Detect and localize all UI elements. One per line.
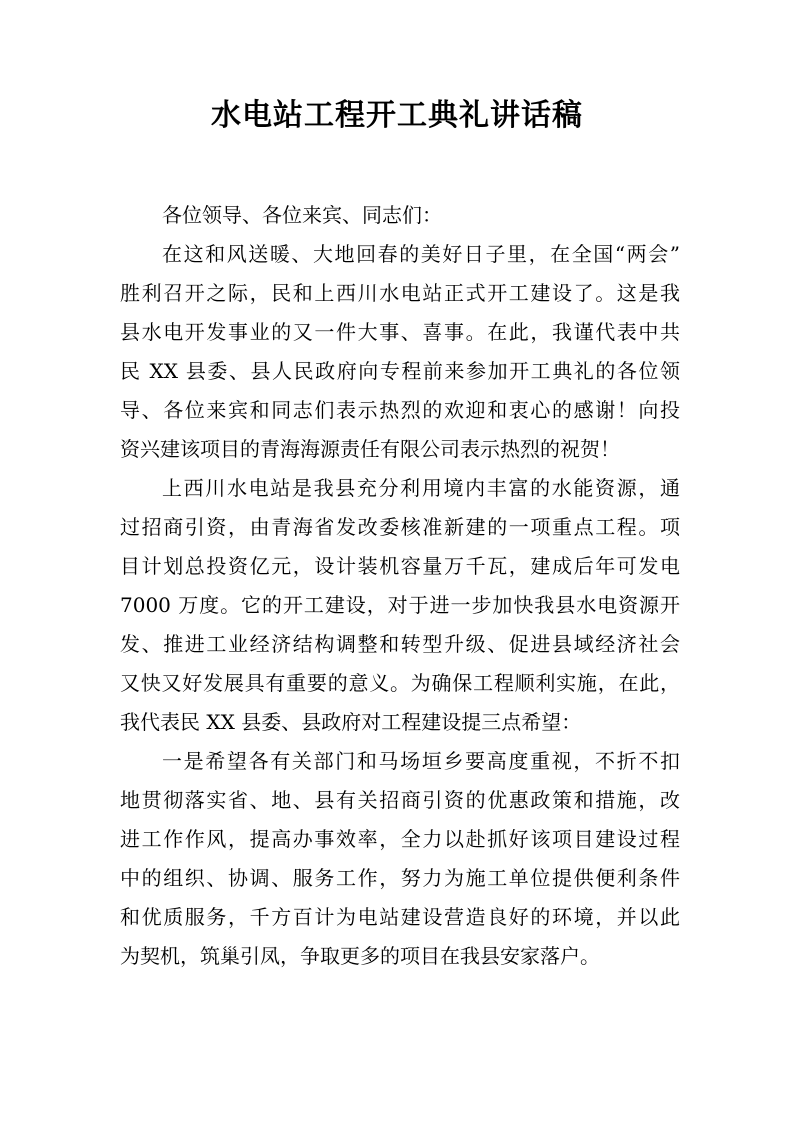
text-line: 进工作作风，提高办事效率，全力以赴抓好该项目建设过程 <box>120 827 680 851</box>
salutation-line: 各位领导、各位来宾、同志们： <box>162 203 442 227</box>
text-line: 和优质服务，千方百计为电站建设营造良好的环境，并以此 <box>120 905 680 929</box>
document-body <box>120 196 680 976</box>
text-line: 中的组织、协调、服务工作，努力为施工单位提供便利条件 <box>120 866 680 890</box>
text-line: 胜利召开之际，民和上西川水电站正式开工建设了。这是我 <box>120 281 680 305</box>
text-line: 导、各位来宾和同志们表示热烈的欢迎和衷心的感谢！向投 <box>120 398 680 422</box>
text-line: 我代表民 XX 县委、县政府对工程建设提三点希望： <box>120 710 582 734</box>
text-line: 一是希望各有关部门和马场垣乡要高度重视，不折不扣 <box>162 749 680 773</box>
text-line: 地贯彻落实省、地、县有关招商引资的优惠政策和措施，改 <box>120 788 680 812</box>
text-line: 在这和风送暖、大地回春的美好日子里，在全国“两会” <box>162 242 680 266</box>
text-line: 过招商引资，由青海省发改委核准新建的一项重点工程。项 <box>120 515 680 539</box>
text-line: 发、推进工业经济结构调整和转型升级、促进县域经济社会 <box>120 632 680 656</box>
document-title: 水电站工程开工典礼讲话稿 <box>211 98 583 133</box>
text-line: 民 XX 县委、县人民政府向专程前来参加开工典礼的各位领 <box>120 359 680 383</box>
text-line: 上西川水电站是我县充分利用境内丰富的水能资源，通 <box>162 476 680 500</box>
text-line: 7000 万度。它的开工建设，对于进一步加快我县水电资源开 <box>120 593 680 617</box>
text-line: 为契机，筑巢引凤，争取更多的项目在我县安家落户。 <box>120 944 600 968</box>
text-line: 又快又好发展具有重要的意义。为确保工程顺利实施，在此， <box>120 671 680 695</box>
text-line: 目计划总投资亿元，设计装机容量万千瓦，建成后年可发电 <box>120 554 680 578</box>
text-line: 资兴建该项目的青海海源责任有限公司表示热烈的祝贺！ <box>120 437 620 461</box>
text-line: 县水电开发事业的又一件大事、喜事。在此，我谨代表中共 <box>120 320 680 344</box>
